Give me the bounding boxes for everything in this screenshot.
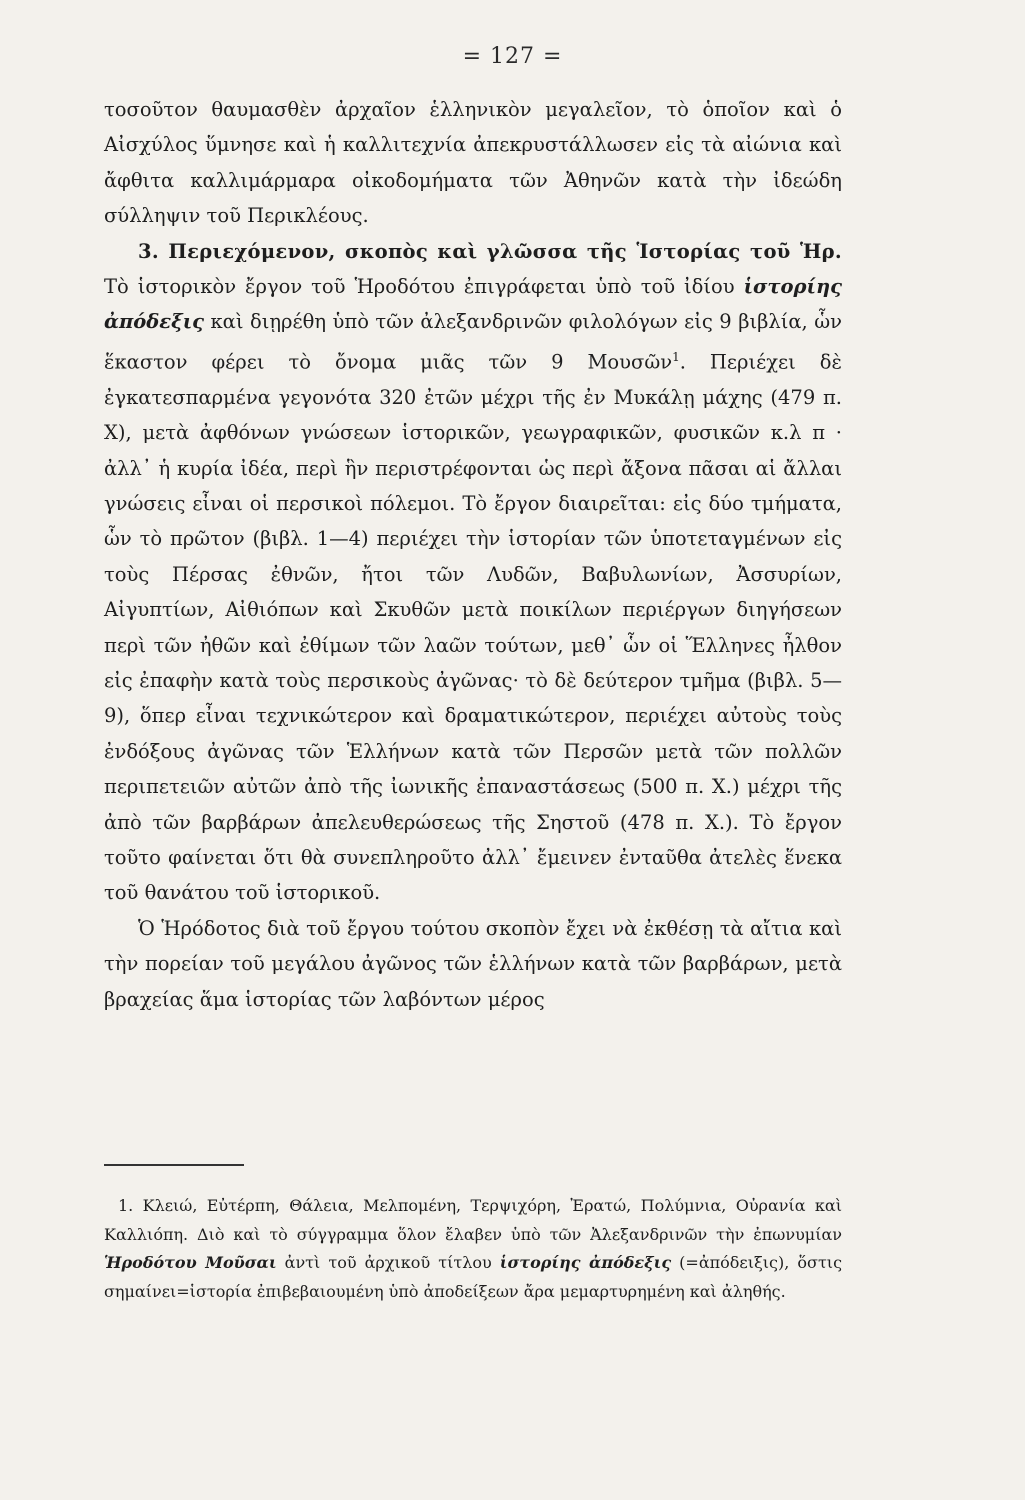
footnote-italic-b: ἱστορίης ἀπόδεξις [499, 1253, 672, 1273]
work-title-italic: ἱστορίης ἀπόδεξις [104, 275, 842, 334]
paragraph-continuation-text: τοσοῦτον θαυμασθὲν ἀρχαῖον ἑλληνικὸν μεγαλεῖον, τὸ ὁποῖον καὶ ὁ Αἰσχύλος ὕμνησε καὶ ἡ καλλιτεχνία ἀπεκρυστάλλωσεν εἰς τὰ αἰώνια καὶ ἄφθιτα καλλιμάρμαρα οἰκοδομήματα τῶν Ἀθηνῶν κατὰ τὴν ἰδεώδη σύλληψιν τοῦ Περικλέους. [104, 98, 842, 228]
footnote-1 [104, 1192, 842, 1306]
page-number: = 127 = [462, 44, 563, 69]
footnote-italic-a: Ἡροδότου Μοῦσαι [104, 1253, 277, 1273]
paragraph-continuation [104, 92, 842, 234]
section-heading: 3. Περιεχόμενον, σκοπὸς καὶ γλῶσσα τῆς Ἱστορίας τοῦ Ἡρ. [138, 239, 842, 263]
section-text-b: καὶ διῃρέθη ὑπὸ τῶν ἀλεξανδρινῶν φιλολόγων εἰς 9 βιβλία, ὧν ἕκαστον φέρει τὸ ὄνομα μιᾶς τῶν 9 Μουσῶν [104, 310, 842, 374]
footnote-text-b: ἀντὶ τοῦ ἀρχικοῦ τίτλου [276, 1253, 500, 1273]
footnote-reference: 1 [672, 349, 680, 364]
section-text-a: Τὸ ἱστορικὸν ἔργον τοῦ Ἡροδότου ἐπιγράφεται ὑπὸ τοῦ ἰδίου [104, 275, 744, 299]
footnotes [104, 1192, 842, 1306]
footnote-text-a: 1. Κλειώ, Εὐτέρπη, Θάλεια, Μελπομένη, Τερψιχόρη, Ἐρατώ, Πολύμνια, Οὐρανία καὶ Καλλιόπη. Διὸ καὶ τὸ σύγγραμμα ὅλον ἔλαβεν ὑπὸ τῶν Ἀλεξανδρινῶν τὴν ἐπωνυμίαν [104, 1196, 842, 1244]
main-text [104, 92, 842, 1017]
footnote-divider [104, 1164, 244, 1166]
section-text-c: . Περιέχει δὲ ἐγκατεσπαρμένα γεγονότα 320 ἐτῶν μέχρι τῆς ἐν Μυκάλῃ μάχης (479 π. Χ), μετὰ ἀφθόνων γνώσεων ἱστορικῶν, γεωγραφικῶν, φυσικῶν κ.λ π · ἀλλ᾽ ἡ κυρία ἰδέα, περὶ ἣν περιστρέφονται ὡς περὶ ἄξονα πᾶσαι αἱ ἄλλαι γνώσεις εἶναι οἱ περσικοὶ πόλεμοι. Τὸ ἔργον διαιρεῖται: εἰς δύο τμήματα, ὧν τὸ πρῶτον (βιβλ. 1—4) περιέχει τὴν ἱστορίαν τῶν ὑποτεταγμένων εἰς τοὺς Πέρσας ἐθνῶν, ἤτοι τῶν Λυδῶν, Βαβυλωνίων, Ἀσσυρίων, Αἰγυπτίων, Αἰθιόπων καὶ Σκυθῶν μετὰ ποικίλων περιέργων διηγήσεων περὶ τῶν ἠθῶν καὶ ἐθίμων τῶν λαῶν τούτων, μεθ᾽ ὧν οἱ Ἕλληνες ἦλθον εἰς ἐπαφὴν κατὰ τοὺς περσικοὺς ἀγῶνας· τὸ δὲ δεύτερον τμῆμα (βιβλ. 5—9), ὅπερ εἶναι τεχνικώτερον καὶ δραματικώτερον, περιέχει αὐτοὺς τοὺς ἐνδόξους ἀγῶνας τῶν Ἑλλήνων κατὰ τῶν Περσῶν μετὰ τῶν πολλῶν περιπετειῶν αὐτῶν ἀπὸ τῆς ἰωνικῆς ἐπαναστάσεως (500 π. Χ.) μέχρι τῆς ἀπὸ τῶν βαρβάρων ἀπελευθερώσεως τῆς Σηστοῦ (478 π. Χ.). Τὸ ἔργον τοῦτο φαίνεται ὅτι θὰ συνεπληροῦτο ἀλλ᾽ ἔμεινεν ἐνταῦθα ἀτελὲς ἕνεκα τοῦ θανάτου τοῦ ἱστορικοῦ. [104, 350, 842, 905]
section-3-paragraph [104, 234, 842, 911]
paragraph-purpose [104, 911, 842, 1017]
footnote-text-c: (=ἀπόδειξις), ὅστις σημαίνει=ἱστορία ἐπιβεβαιουμένη ὑπὸ ἀποδείξεων ἄρα μεμαρτυρημένη καὶ ἀληθής. [104, 1253, 843, 1301]
paragraph-purpose-text: Ὁ Ἡρόδοτος διὰ τοῦ ἔργου τούτου σκοπὸν ἔχει νὰ ἐκθέσῃ τὰ αἴτια καὶ τὴν πορείαν τοῦ μεγάλου ἀγῶνος τῶν ἑλλήνων κατὰ τῶν βαρβάρων, μετὰ βραχείας ἅμα ἱστορίας τῶν λαβόντων μέρος [104, 916, 842, 1011]
